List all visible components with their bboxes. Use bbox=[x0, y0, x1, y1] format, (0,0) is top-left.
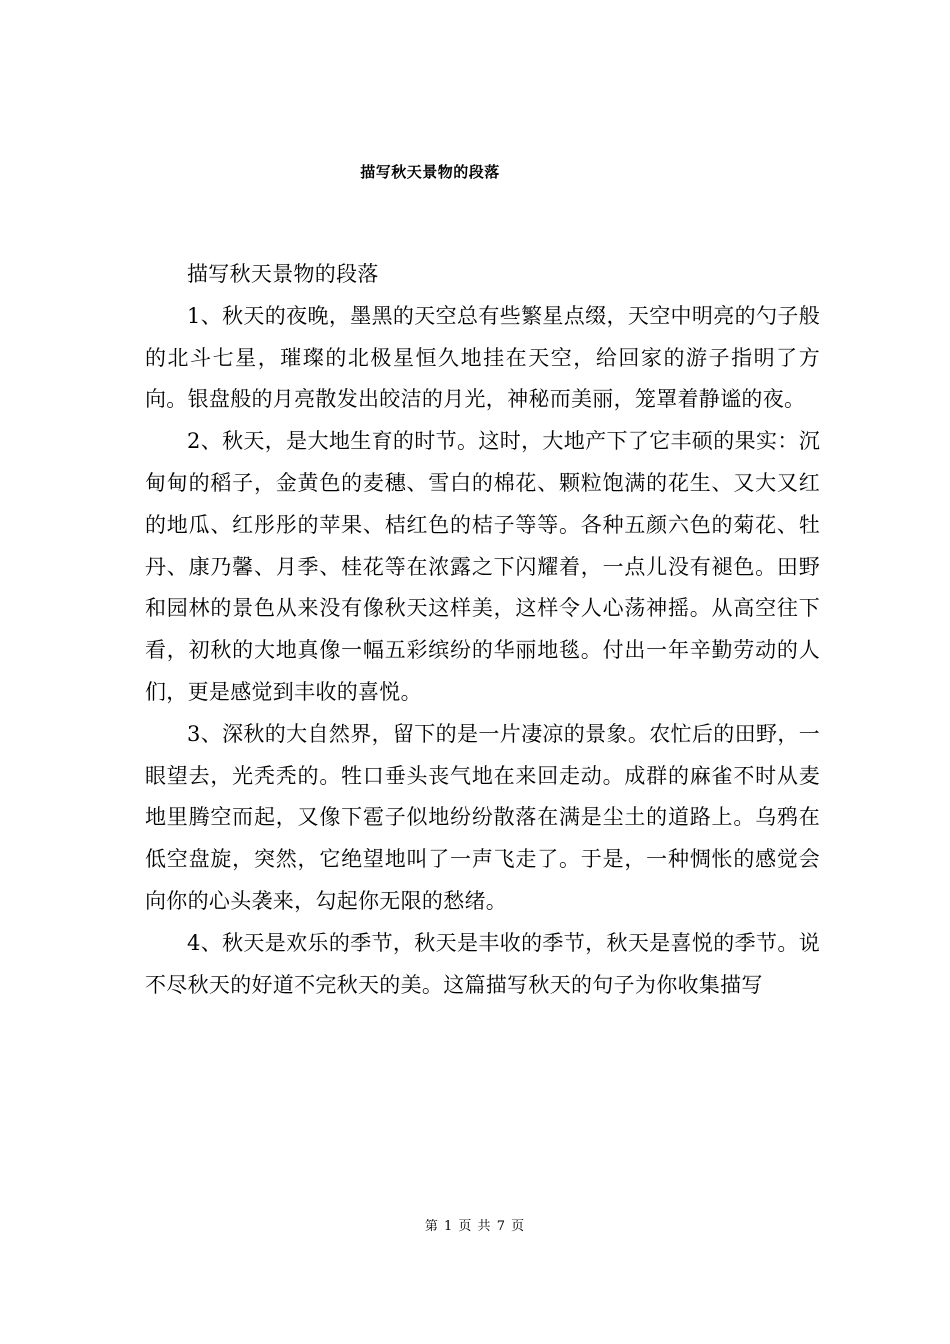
body-heading: 描写秋天景物的段落 bbox=[187, 262, 379, 286]
document-title: 描写秋天景物的段落 bbox=[360, 163, 500, 181]
paragraph-2: 2、秋天，是大地生育的时节。这时，大地产下了它丰硕的果实：沉甸甸的稻子，金黄色的麦穗、雪白的棉花、颗粒饱满的花生、又大又红的地瓜、红彤彤的苹果、桔红色的桔子等等。各种五颜六色的菊花、牡丹、康乃馨、月季、桂花等在浓露之下闪耀着，一点儿没有褪色。田野和园林的景色从来没有像秋天这样美，这样令人心荡神摇。从高空往下看，初秋的大地真像一幅五彩缤纷的华丽地毯。付出一年辛勤劳动的人们，更是感觉到丰收的喜悦。 bbox=[145, 429, 820, 704]
document-body bbox=[145, 254, 820, 1006]
paragraph-1: 1、秋天的夜晚，墨黑的天空总有些繁星点缀，天空中明亮的勺子般的北斗七星，璀璨的北极星恒久地挂在天空，给回家的游子指明了方向。银盘般的月亮散发出皎洁的月光，神秘而美丽，笼罩着静谧的夜。 bbox=[145, 303, 820, 412]
page-number-footer: 第 1 页 共 7 页 bbox=[424, 1219, 526, 1234]
paragraph-4: 4、秋天是欢乐的季节，秋天是丰收的季节，秋天是喜悦的季节。说不尽秋天的好道不完秋天的美。这篇描写秋天的句子为你收集描写 bbox=[145, 930, 820, 997]
paragraph-3: 3、深秋的大自然界，留下的是一片凄凉的景象。农忙后的田野，一眼望去，光秃秃的。牲口垂头丧气地在来回走动。成群的麻雀不时从麦地里腾空而起，又像下雹子似地纷纷散落在满是尘土的道路上。乌鸦在低空盘旋，突然，它绝望地叫了一声飞走了。于是，一种惆怅的感觉会向你的心头袭来，勾起你无限的愁绪。 bbox=[145, 721, 820, 913]
